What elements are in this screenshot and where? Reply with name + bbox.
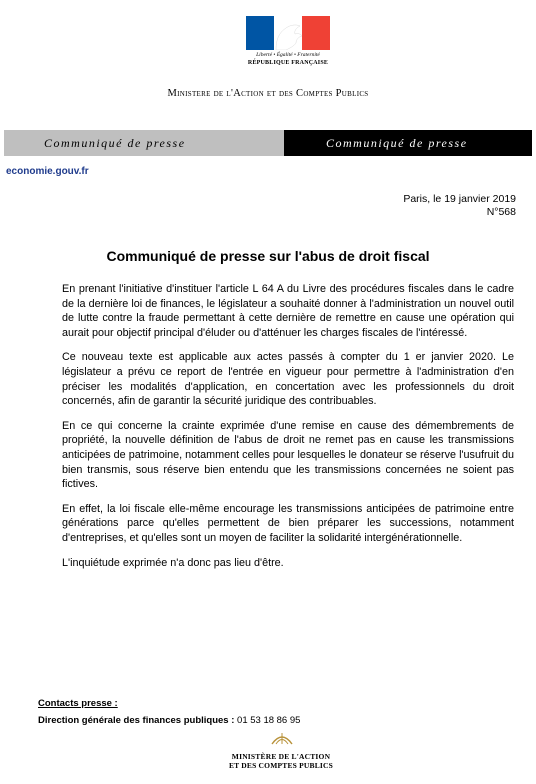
place-date: Paris, le 19 janvier 2019	[403, 193, 516, 205]
document-title: Communiqué de presse sur l'abus de droit fiscal	[106, 248, 430, 264]
republique-francaise-logo	[246, 16, 330, 72]
release-number: N°568	[486, 206, 516, 218]
contact-label: Direction générale des finances publiques :	[38, 715, 235, 726]
republic-motto: Liberté • Égalité • Fraternité	[256, 52, 320, 58]
ministry-header: Ministere de l'Action et des Comptes Publics	[167, 88, 369, 99]
ministry-logo-line1: MINISTÈRE DE L'ACTION	[231, 752, 331, 761]
paragraph: Ce nouveau texte est applicable aux actes passés à compter du 1 er janvier 2020. Le législateur a prévu ce report de l'entrée en vigueur pour permettre à l'administration d'en préciser les modalités d'application, en concertation avec les professionnels du droit concernés, afin de garantir la sécurité juridique des contribuables.	[62, 351, 514, 408]
ministry-logo	[226, 728, 336, 778]
press-release-banner	[4, 130, 532, 156]
banner-left	[4, 130, 284, 156]
banner-left-label: Communiqué de presse	[44, 136, 186, 150]
paragraph: L'inquiétude exprimée n'a donc pas lieu d'être.	[62, 556, 284, 569]
contact-phone: 01 53 18 86 95	[237, 715, 301, 726]
document-body	[62, 282, 514, 580]
paragraph: En prenant l'initiative d'instituer l'article L 64 A du Livre des procédures fiscales dans le cadre de la dernière loi de finances, le législateur a souhaité donner à l'administration un nouvel outil de lutte contre la fraude permettant à cette dernière de remettre en cause une opération qui aurait pour objectif principal d'éluder ou d'atténuer les charges fiscales de l'intéressé.	[62, 283, 514, 339]
contacts-title: Contacts presse :	[38, 698, 118, 709]
contacts-line	[38, 715, 300, 726]
banner-right-label: Communiqué de presse	[326, 136, 468, 150]
republic-name: RÉPUBLIQUE FRANÇAISE	[247, 60, 329, 66]
ministry-emblem-icon	[270, 730, 294, 746]
paragraph: En effet, la loi fiscale elle-même encourage les transmissions anticipées de patrimoine entre générations parce qu'elles permettent de bien préparer les successions, notamment d'entreprises, et qu'elles sont un moyen de faciliter la solidarité intergénérationnelle.	[62, 502, 514, 544]
marianne-flag-icon	[246, 16, 330, 50]
paragraph: En ce qui concerne la crainte exprimée d'une remise en cause des démembrements de propriété, la nouvelle définition de l'abus de droit ne remet pas en cause les transmissions anticipées de patrimoine, notamment celles pour lesquelles le donateur se réserve l'usufruit du bien transmis, sous réserve bien entendu que les transmissions concernées ne soient pas fictives.	[62, 419, 514, 491]
banner-right	[284, 130, 532, 156]
website-link[interactable]: economie.gouv.fr	[6, 166, 89, 177]
ministry-logo-line2: ET DES COMPTES PUBLICS	[228, 761, 334, 770]
dateline	[403, 193, 516, 219]
